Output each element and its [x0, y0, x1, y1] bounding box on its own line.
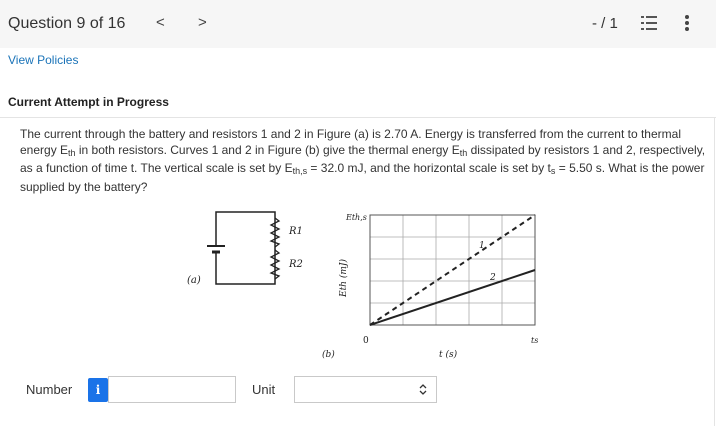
attempt-status: Current Attempt in Progress — [8, 95, 169, 109]
more-options-icon[interactable] — [684, 14, 690, 37]
eths-scale-label: Eth,s — [346, 213, 367, 222]
x-axis-label: t (s) — [439, 350, 458, 360]
question-list-icon[interactable] — [641, 15, 657, 36]
figure-svg — [175, 200, 575, 370]
card-edge — [714, 117, 715, 426]
previous-question-button[interactable]: < — [156, 14, 165, 31]
figure-b-label: (b) — [322, 350, 335, 360]
question-counter: Question 9 of 16 — [8, 15, 126, 32]
view-policies-link[interactable]: View Policies — [8, 53, 79, 67]
unit-select[interactable] — [294, 376, 437, 403]
select-chevron-icon — [419, 383, 427, 398]
curve-1-label: 1 — [479, 241, 485, 251]
y-axis-label: Eth (mJ) — [339, 258, 349, 297]
next-question-button[interactable]: > — [198, 14, 207, 31]
r2-label: R2 — [289, 259, 303, 270]
curve-1-line — [370, 215, 535, 325]
r1-label: R1 — [289, 226, 303, 237]
figure-a-label: (a) — [187, 275, 201, 286]
question-text: The current through the battery and resistors 1 and 2 in Figure (a) is 2.70 A. Energy is transferred from the current to thermal energy $E_{th}$ in both resistors. Curves 1 and 2 in Figure (b) give the thermal energy $E_{th}$ dissipated by resistors 1 and 2, respectively, as a function of time t. The vertical scale is set by $E_{th,s} = 32.0$ mJ, and the horizontal scale is set by $t_s = 5.50$ s. What is the power supplied by the battery? — [20, 127, 706, 194]
number-label: Number — [26, 382, 73, 397]
ts-scale-label: ts — [531, 336, 539, 345]
curve-2-line — [370, 270, 535, 325]
question-header — [0, 0, 716, 48]
score-display: - / 1 — [592, 15, 618, 32]
origin-label: 0 — [363, 336, 369, 346]
question-figure — [175, 200, 575, 370]
section-divider — [0, 117, 716, 118]
number-input[interactable] — [108, 376, 236, 403]
curve-2-label: 2 — [490, 273, 496, 283]
unit-label: Unit — [252, 382, 276, 397]
select-chevron-svg — [419, 383, 427, 395]
info-icon[interactable]: i — [88, 378, 108, 402]
circuit-diagram — [216, 212, 279, 284]
